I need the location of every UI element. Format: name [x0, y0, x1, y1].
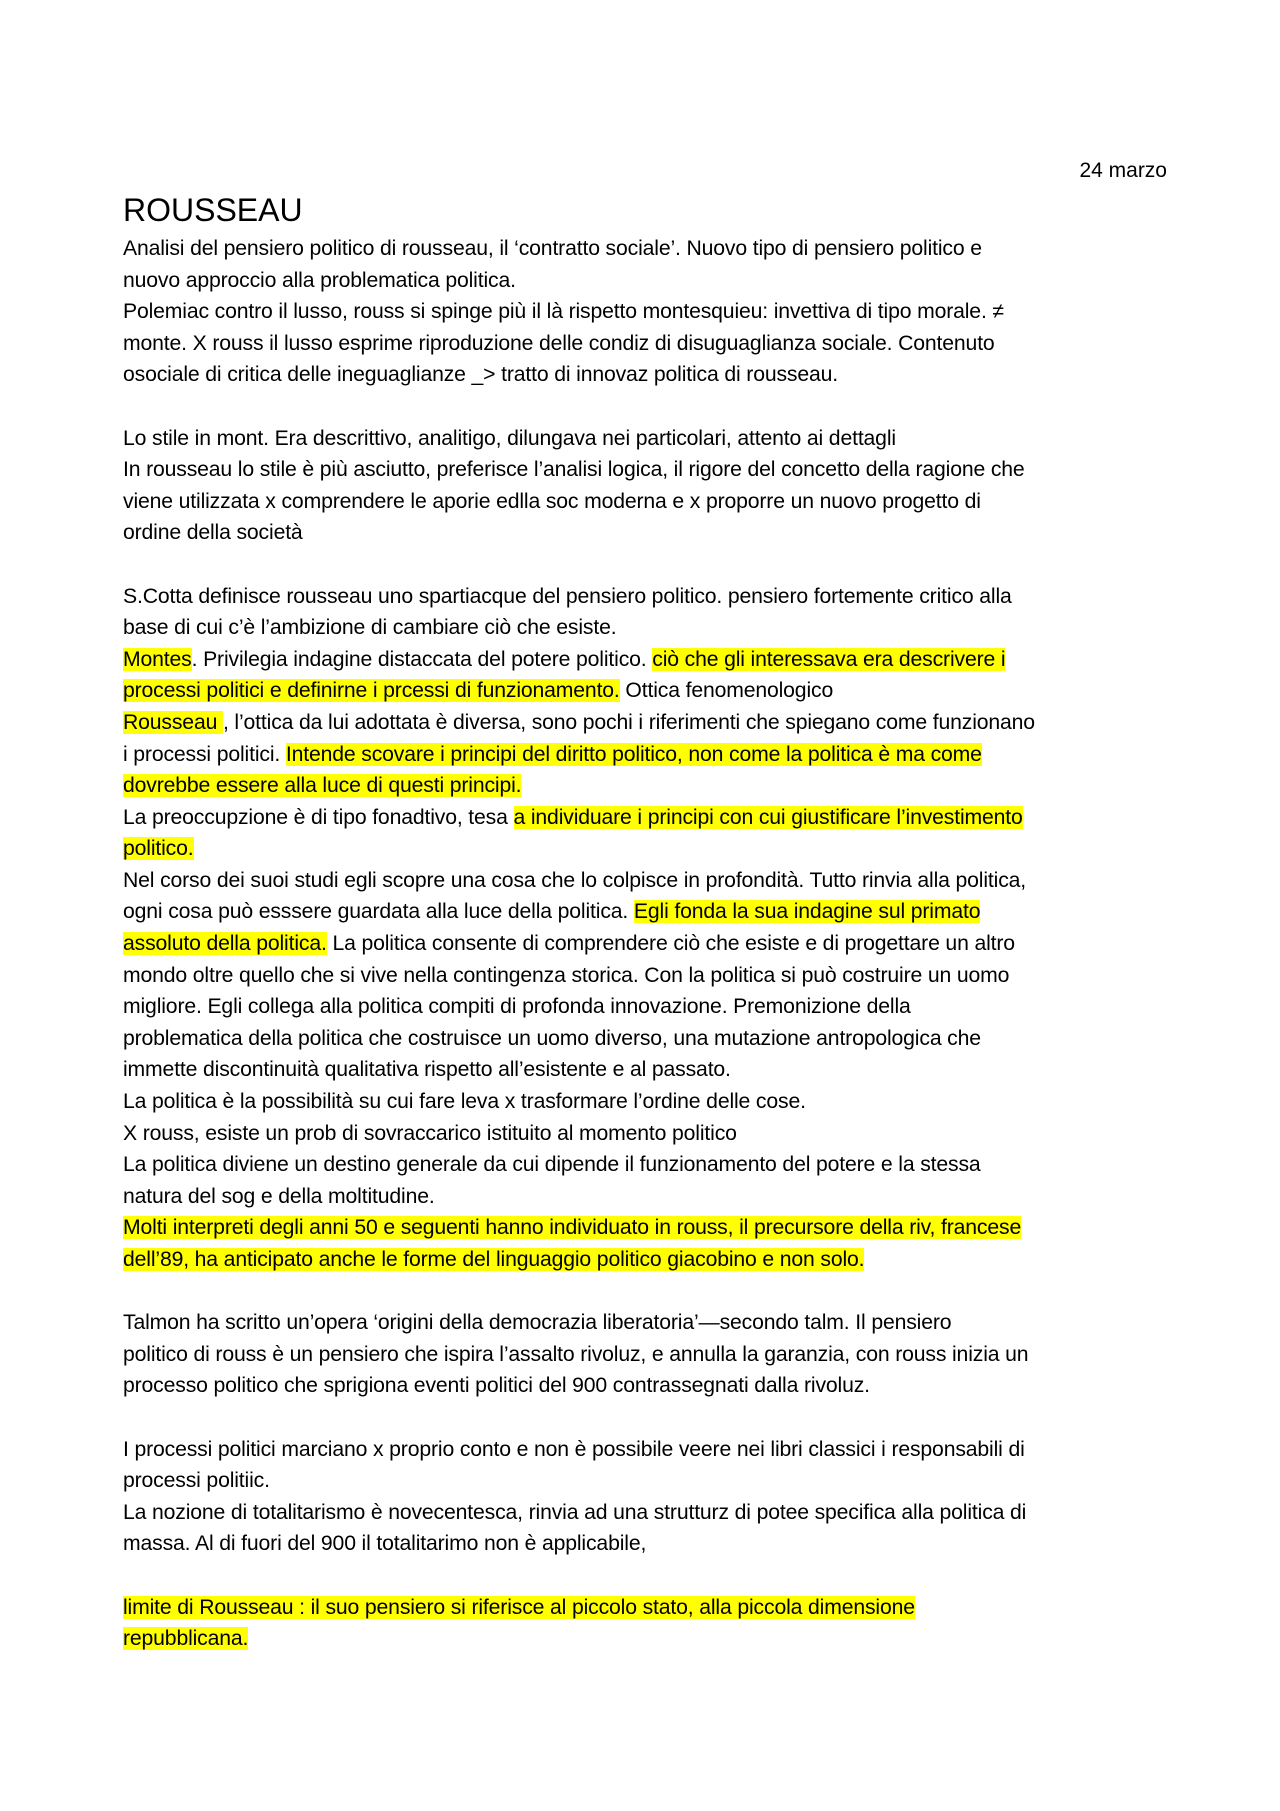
text-segment: Nel corso dei suoi studi egli scopre una cosa che lo colpisce in profondità. Tutto rinvia alla politica,: [123, 868, 1027, 892]
text-segment: Polemiac contro il lusso, rouss si spinge più il là rispetto montesquieu: invettiva di tipo morale. ≠: [123, 300, 1004, 324]
blank-line: [123, 549, 1173, 581]
blank-line: [123, 391, 1173, 423]
text-segment: X rouss, esiste un prob di sovraccarico istituito al momento politico: [123, 1121, 737, 1145]
text-line: [123, 1244, 1173, 1276]
text-line: [123, 423, 1173, 455]
text-line: [123, 928, 1173, 960]
text-line: [123, 517, 1173, 549]
text-segment: . Privilegia indagine distaccata del potere politico.: [191, 647, 653, 671]
text-segment: La nozione di totalitarismo è novecentesca, rinvia ad una strutturz di potee specifica alla politica di: [123, 1500, 1027, 1524]
text-segment: Ottica fenomenologico: [619, 679, 834, 703]
text-segment: La politica è la possibilità su cui fare leva x trasformare l’ordine delle cose.: [123, 1090, 806, 1114]
text-segment: La politica consente di comprendere ciò che esiste e di progettare un altro: [326, 932, 1015, 956]
highlighted-text: politico.: [123, 837, 194, 861]
highlighted-text: Molti interpreti degli anni 50 e seguenti hanno individuato in rouss, il precursore della riv, francese: [123, 1216, 1022, 1240]
text-segment: mondo oltre quello che si vive nella contingenza storica. Con la politica si può costruire un uomo: [123, 963, 1010, 987]
blank-line: [123, 1402, 1173, 1434]
text-line: [123, 328, 1173, 360]
text-segment: nuovo approccio alla problematica politica.: [123, 268, 516, 292]
text-line: [123, 1434, 1173, 1466]
text-segment: natura del sog e della moltitudine.: [123, 1184, 435, 1208]
blank-line: [123, 1560, 1173, 1592]
text-segment: La preoccupzione è di tipo fonadtivo, tesa: [123, 805, 514, 829]
text-line: [123, 233, 1173, 265]
text-line: [123, 739, 1173, 771]
text-line: [123, 486, 1173, 518]
text-segment: La politica diviene un destino generale da cui dipende il funzionamento del potere e la stessa: [123, 1153, 981, 1177]
text-segment: base di cui c’è l’ambizione di cambiare ciò che esiste.: [123, 616, 617, 640]
highlighted-text: Intende scovare i principi del diritto politico, non come la politica è ma come: [285, 742, 982, 766]
highlighted-text: a individuare i principi con cui giustificare l’investimento: [513, 805, 1023, 829]
text-line: [123, 581, 1173, 613]
text-segment: problematica della politica che costruisce un uomo diverso, una mutazione antropologica che: [123, 1026, 981, 1050]
text-line: [123, 1086, 1173, 1118]
document-title: ROUSSEAU: [123, 192, 303, 228]
text-line: [123, 1149, 1173, 1181]
text-segment: migliore. Egli collega alla politica compiti di profonda innovazione. Premonizione della: [123, 995, 911, 1019]
text-line: [123, 991, 1173, 1023]
text-line: [123, 1212, 1173, 1244]
text-line: [123, 1528, 1173, 1560]
highlighted-text: Rousseau: [123, 710, 223, 734]
text-line: [123, 296, 1173, 328]
text-line: [123, 960, 1173, 992]
text-segment: S.Cotta definisce rousseau uno spartiacque del pensiero politico. pensiero fortemente critico alla: [123, 584, 1012, 608]
text-line: [123, 1370, 1173, 1402]
text-line: [123, 1339, 1173, 1371]
highlighted-text: ciò che gli interessava era descrivere i: [652, 647, 1006, 671]
text-segment: immette discontinuità qualitativa rispetto all’esistente e al passato.: [123, 1058, 731, 1082]
text-line: [123, 865, 1173, 897]
text-line: [123, 1497, 1173, 1529]
text-line: [123, 770, 1173, 802]
text-line: [123, 675, 1173, 707]
text-line: [123, 644, 1173, 676]
text-segment: , l’ottica da lui adottata è diversa, sono pochi i riferimenti che spiegano come funzionano: [222, 710, 1035, 734]
text-line: [123, 454, 1173, 486]
text-line: [123, 1623, 1173, 1655]
text-line: [123, 1054, 1173, 1086]
highlighted-text: dell’89, ha anticipato anche le forme del linguaggio politico giacobino e non solo.: [123, 1248, 865, 1271]
text-segment: I processi politici marciano x proprio conto e non è possibile veere nei libri classici i responsabili di: [123, 1437, 1025, 1461]
document-body: [123, 233, 1173, 1655]
highlighted-text: assoluto della politica.: [123, 932, 327, 956]
blank-line: [123, 1276, 1173, 1308]
text-segment: osociale di critica delle ineguaglianze _> tratto di innovaz politica di rousseau.: [123, 363, 838, 387]
text-line: [123, 1307, 1173, 1339]
document-date: 24 marzo: [1079, 159, 1167, 182]
text-segment: Analisi del pensiero politico di rousseau, il ‘contratto sociale’. Nuovo tipo di pensiero politico e: [123, 237, 982, 260]
text-line: [123, 359, 1173, 391]
text-segment: viene utilizzata x comprendere le aporie edlla soc moderna e x proporre un nuovo progetto di: [123, 489, 981, 513]
text-segment: In rousseau lo stile è più asciutto, preferisce l’analisi logica, il rigore del concetto della ragione che: [123, 458, 1025, 482]
text-segment: processi politiic.: [123, 1469, 270, 1493]
highlighted-text: Montes: [123, 647, 192, 671]
highlighted-text: dovrebbe essere alla luce di questi principi.: [123, 774, 522, 798]
highlighted-text: repubblicana.: [123, 1627, 249, 1651]
text-line: [123, 707, 1173, 739]
text-line: [123, 1592, 1173, 1624]
text-line: [123, 833, 1173, 865]
text-segment: Talmon ha scritto un’opera ‘origini della democrazia liberatoria’—secondo talm. Il pensiero: [123, 1311, 952, 1335]
text-segment: i processi politici.: [123, 742, 286, 766]
text-segment: massa. Al di fuori del 900 il totalitarimo non è applicabile,: [123, 1532, 647, 1556]
text-segment: politico di rouss è un pensiero che ispira l’assalto rivoluz, e annulla la garanzia, con rouss inizia un: [123, 1342, 1029, 1366]
text-line: [123, 1023, 1173, 1055]
text-segment: monte. X rouss il lusso esprime riproduzione delle condiz di disuguaglianza sociale. Contenuto: [123, 331, 995, 355]
highlighted-text: processi politici e definirne i prcessi di funzionamento.: [123, 679, 620, 703]
text-line: [123, 265, 1173, 297]
text-line: [123, 896, 1173, 928]
text-line: [123, 612, 1173, 644]
text-line: [123, 802, 1173, 834]
text-line: [123, 1465, 1173, 1497]
text-line: [123, 1118, 1173, 1150]
highlighted-text: Egli fonda la sua indagine sul primato: [633, 900, 981, 924]
text-segment: processo politico che sprigiona eventi politici del 900 contrassegnati dalla rivoluz.: [123, 1374, 870, 1398]
text-line: [123, 1181, 1173, 1213]
text-segment: ogni cosa può esssere guardata alla luce della politica.: [123, 900, 634, 924]
highlighted-text: limite di Rousseau : il suo pensiero si riferisce al piccolo stato, alla piccola dimensione: [123, 1595, 915, 1619]
text-segment: ordine della società: [123, 521, 303, 545]
text-segment: Lo stile in mont. Era descrittivo, analitigo, dilungava nei particolari, attento ai dettagli: [123, 426, 896, 450]
